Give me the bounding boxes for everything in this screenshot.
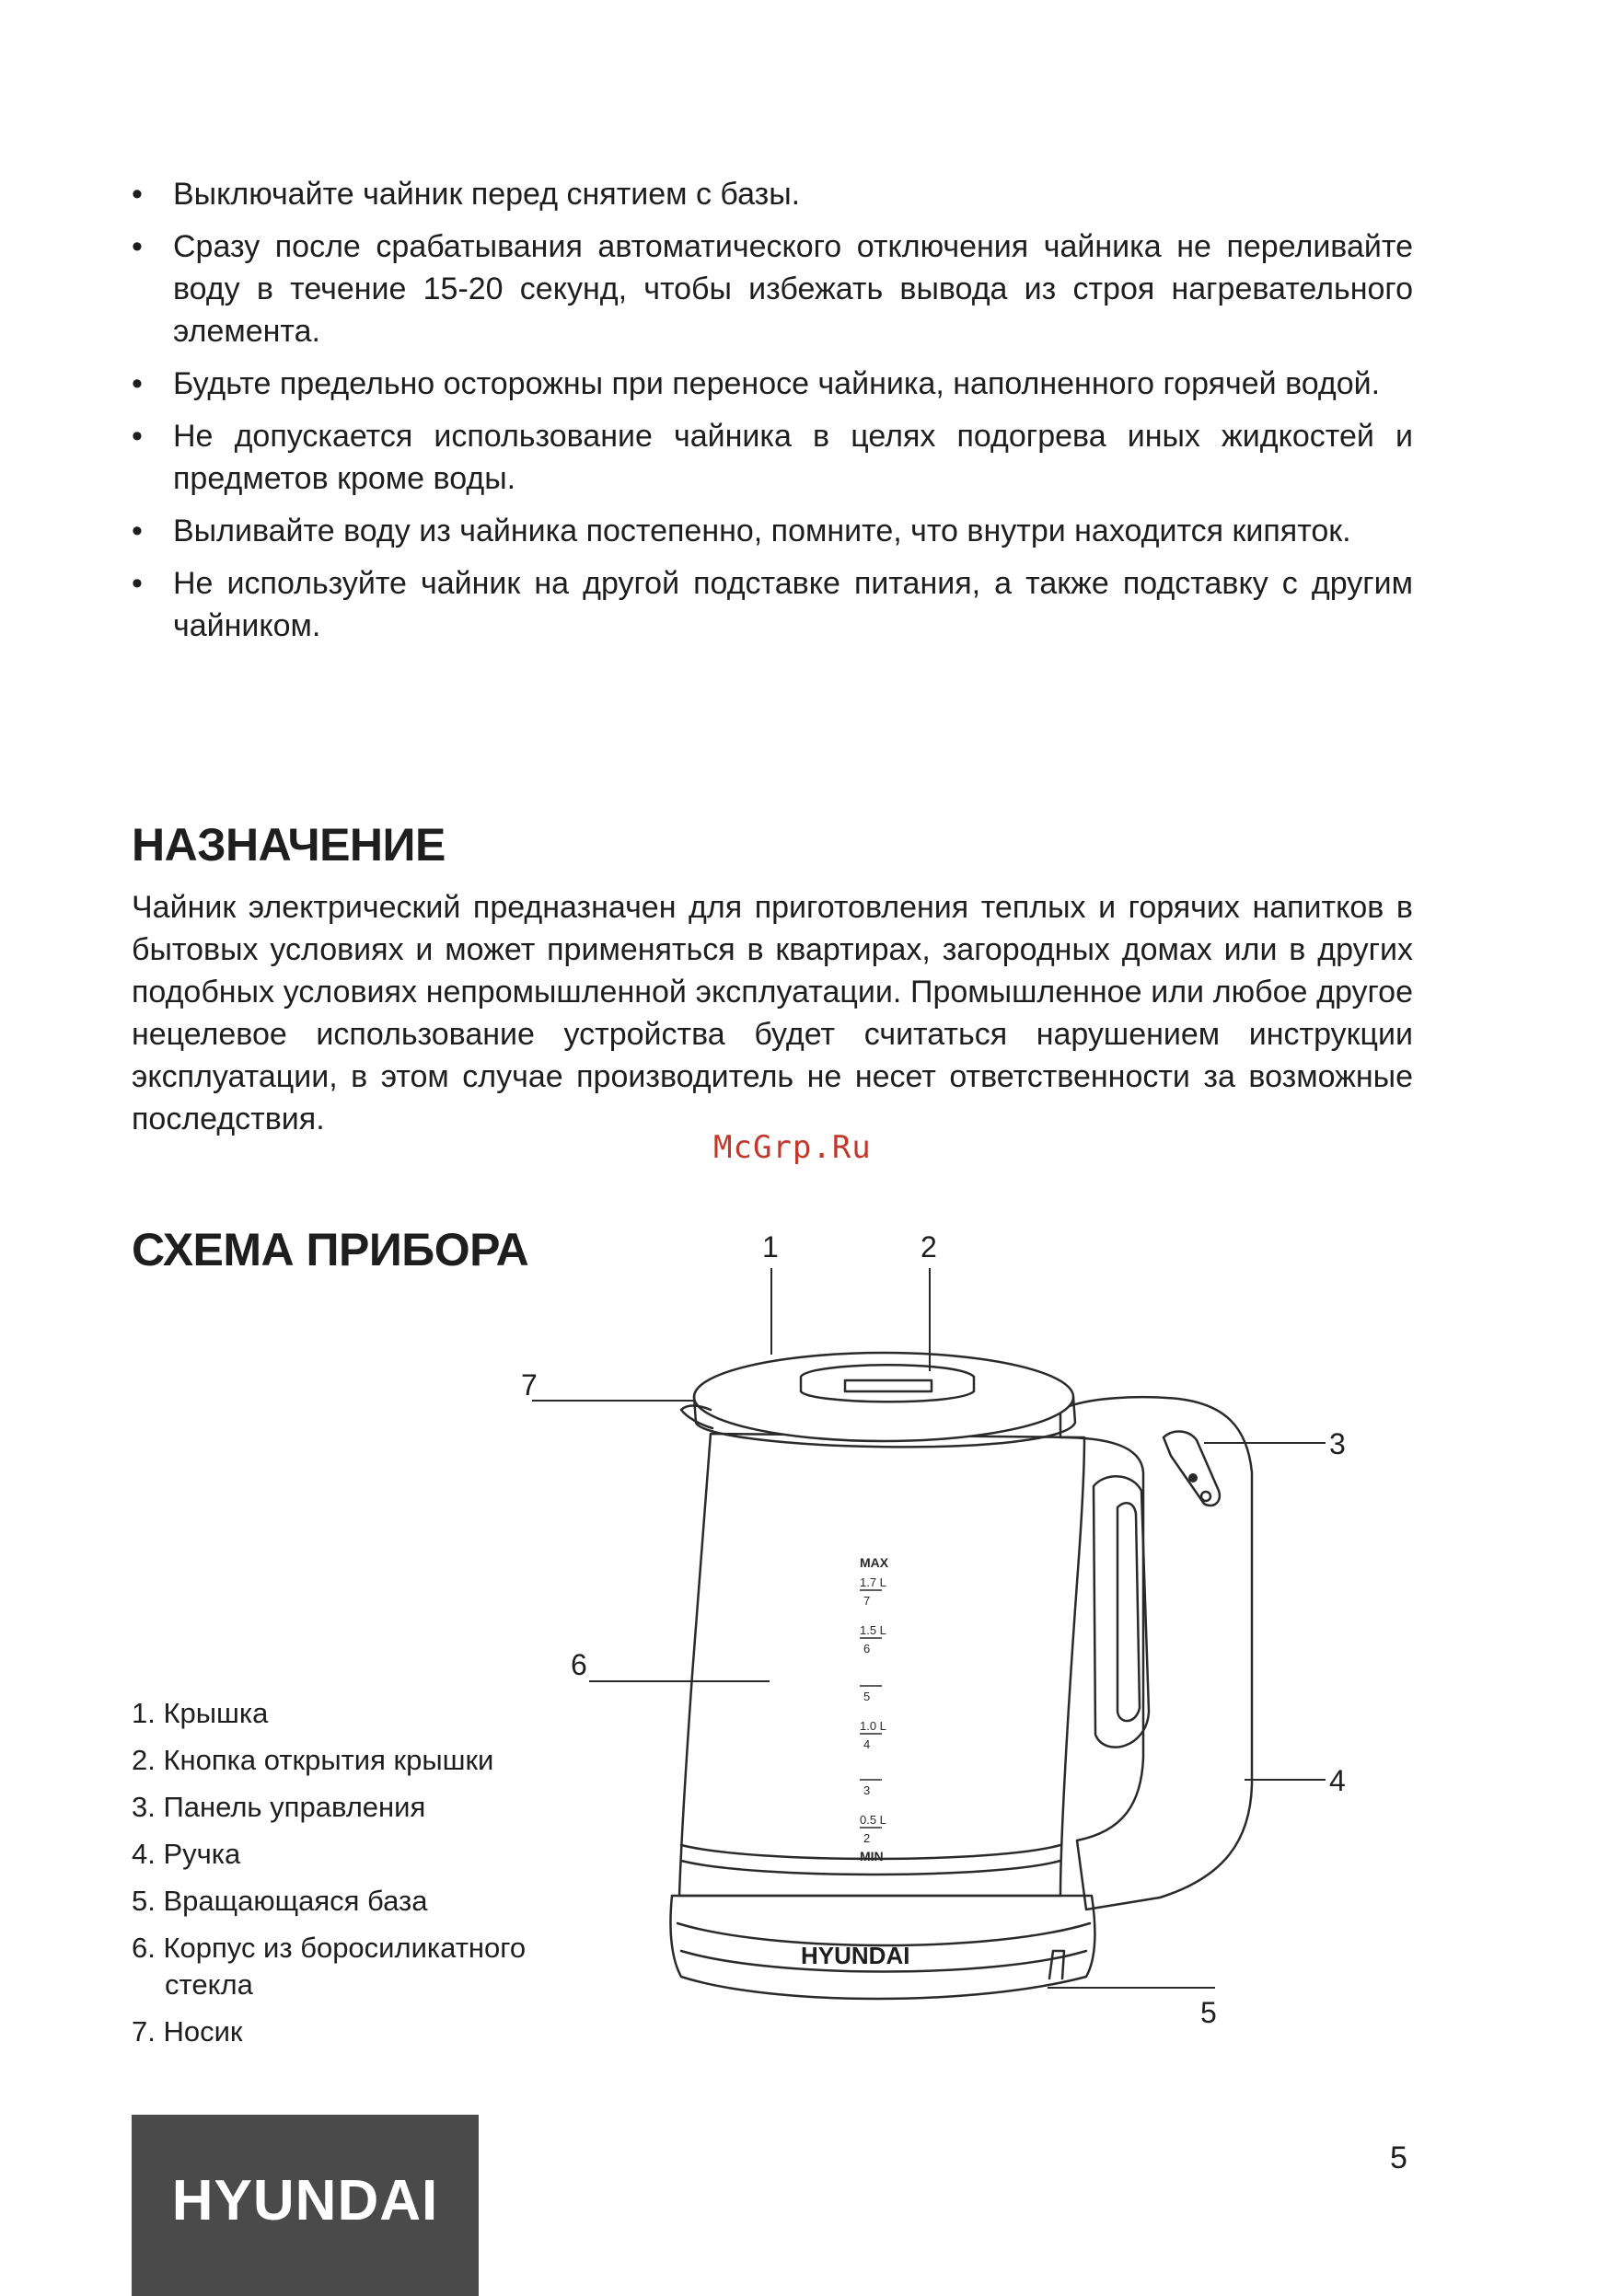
safety-bullet-list (132, 173, 1413, 657)
bullet-item: • Выключайте чайник перед снятием с базы. (132, 173, 1413, 215)
scale-label: MAX (860, 1555, 889, 1570)
bullet-item: • Выливайте воду из чайника постепенно, помните, что внутри находится кипяток. (132, 510, 1413, 552)
watermark: McGrp.Ru (713, 1129, 872, 1166)
scale-label: MIN (860, 1849, 884, 1863)
scheme-heading: СХЕМА ПРИБОРА (132, 1224, 529, 1275)
kettle-handle (1060, 1397, 1252, 1909)
legend-item-continuation: стекла (165, 1968, 253, 2001)
scale-label: 4 (863, 1737, 871, 1751)
legend-item: 3. Панель управления (132, 1791, 426, 1823)
water-level-scale (860, 1555, 889, 1863)
callout-7: 7 (521, 1368, 538, 1402)
kettle-diagram (497, 1196, 1436, 2071)
bullet-item: • Будьте предельно осторожны при переносе чайника, наполненного горячей водой. (132, 363, 1413, 405)
bullet-item: • Не допускается использование чайника в целях подогрева иных жидкостей и предметов кроме воды. (132, 415, 1413, 500)
scale-label: 7 (863, 1594, 871, 1608)
legend-item: 4. Ручка (132, 1838, 241, 1870)
lid-button (801, 1365, 974, 1402)
page-number: 5 (1390, 2140, 1407, 2175)
scale-label: 2 (863, 1831, 871, 1845)
scale-label: 1.7 L (860, 1575, 886, 1589)
brand-logo-block (132, 2115, 479, 2296)
scale-label: 5 (863, 1690, 871, 1703)
legend-item: 5. Вращающаяся база (132, 1885, 428, 1917)
callout-6: 6 (571, 1648, 587, 1681)
scale-label: 1.0 L (860, 1719, 886, 1733)
scale-label: 0.5 L (860, 1813, 886, 1827)
legend-item: 7. Носик (132, 2015, 243, 2048)
purpose-text: Чайник электрический предназначен для приготовления теплых и горячих напитков в бытовых условиях и может применяться в квартирах, загородных домах или в других подобных условиях непромышленной эксплуатации. Промышленное или любое другое нецелевое использование устройства будет считаться нарушением инструкции эксплуатации, в этом случае производитель (132, 890, 1413, 1094)
purpose-paragraph (132, 886, 1413, 1140)
callout-1: 1 (762, 1230, 779, 1263)
purpose-heading: НАЗНАЧЕНИЕ (132, 819, 446, 871)
legend-item-text: 6. Корпус из боросиликатного (132, 1932, 527, 1964)
legend-item: 2. Кнопка открытия крышки (132, 1744, 494, 1776)
bullet-item: • Не используйте чайник на другой подставке питания, а также подставку с другим чайником. (132, 562, 1413, 647)
callout-5: 5 (1200, 1996, 1217, 2029)
bullet-item: • Сразу после срабатывания автоматического отключения чайника не переливайте воду в течение 15-20 секунд, чтобы избежать вывода из строя нагревательного элемента. (132, 225, 1413, 352)
purpose-text-last: не несет ответственности за возможные последствия. (132, 1059, 1413, 1136)
callout-3: 3 (1329, 1427, 1346, 1460)
callout-2: 2 (921, 1230, 937, 1263)
callout-4: 4 (1329, 1764, 1346, 1797)
brand-logo-text: HYUNDAI (171, 2169, 439, 2233)
scale-label: 3 (863, 1783, 871, 1797)
legend-item: 1. Крышка (132, 1697, 269, 1729)
scale-label: 6 (863, 1642, 871, 1656)
scale-label: 1.5 L (860, 1623, 886, 1637)
kettle-brand-label: HYUNDAI (801, 1942, 910, 1969)
